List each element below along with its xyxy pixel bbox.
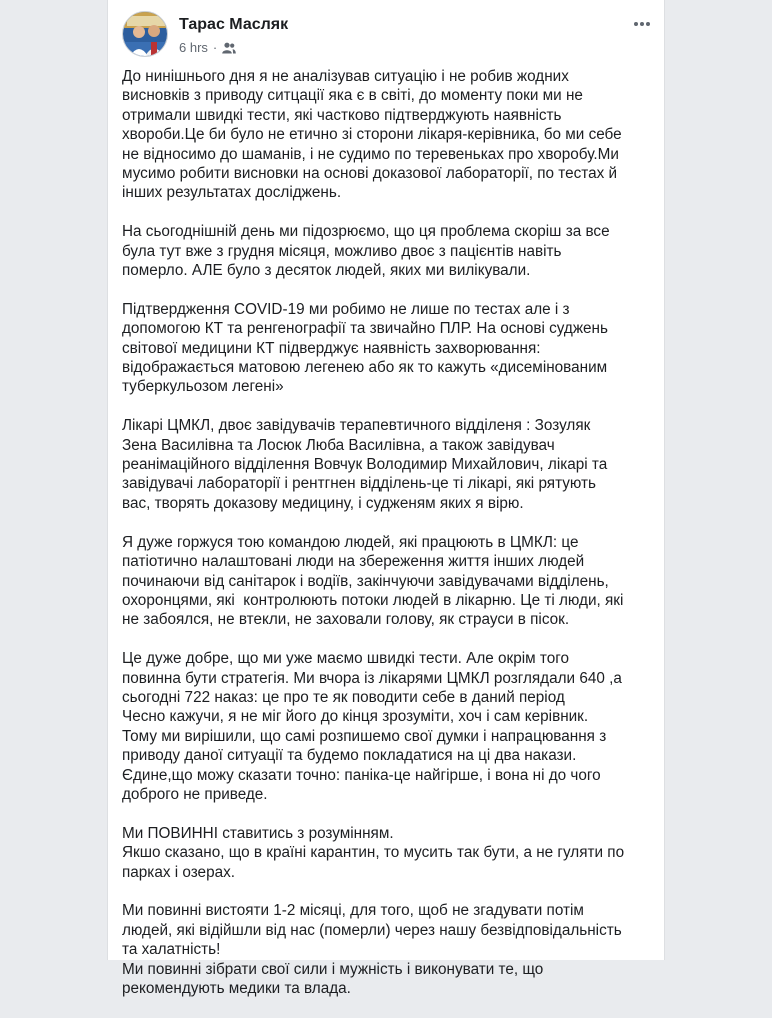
post-text-line: людей, які відійшли від нас (померли) через нашу безвідповідальність: [122, 921, 622, 939]
post-paragraph: [122, 67, 652, 203]
post-text-line: висновків з приводу ситцації яка є в світі, до моменту поки ми не: [122, 87, 583, 105]
post-text-line: доброго не приведе.: [122, 785, 268, 803]
post-card: [107, 0, 665, 997]
post-text-line: хвороби.Це би було не етично зі сторони лікаря-керівника, бо ми себе: [122, 126, 622, 144]
post-text-line: була тут вже з грудня місяця, можливо двоє з пацієнтів навіть: [122, 242, 562, 260]
post-text-line: Тому ми вирішили, що самі розпишемо свої думки і напрацювання з: [122, 727, 607, 745]
post-text-line: інших результатах досліджень.: [122, 184, 342, 202]
post-text-line: Ми ПОВИННІ ставитись з розумінням.: [122, 824, 394, 842]
post-paragraph: [122, 824, 652, 882]
post-text-line: Підтвердження COVID-19 ми робимо не лише по тестах але і з: [122, 300, 570, 318]
post-text-line: парках і озерах.: [122, 863, 235, 881]
post-text-line: Це дуже добре, що ми уже маємо швидкі тести. Але окрім того: [122, 650, 570, 668]
meta-separator: ·: [212, 40, 218, 55]
post-paragraph: [122, 222, 652, 280]
post-text-line: та халатність!: [122, 941, 221, 959]
more-options-button[interactable]: [630, 12, 654, 36]
author-name[interactable]: Тарас Масляк: [179, 16, 289, 33]
post-text-line: Зена Василівна та Лосюк Люба Василівна, а також завідувач: [122, 436, 555, 454]
post-paragraph: [122, 300, 652, 397]
post-text-line: охоронцями, які контролюють потоки людей в лікарню. Це ті люди, які: [122, 591, 624, 609]
post-text-line: померло. АЛЕ було з десяток людей, яких ми вилікували.: [122, 262, 531, 280]
post-text-line: Ми повинні вистояти 1-2 місяці, для того, щоб не згадувати потім: [122, 902, 584, 920]
post-text-line: мусимо робити висновки на основі доказової лабораторії, по тестах й: [122, 165, 618, 183]
more-icon: [633, 21, 651, 27]
post-paragraph: [122, 416, 652, 513]
post-text-line: Чесно кажучи, я не міг його до кінця зрозуміти, хоч і сам керівник.: [122, 708, 589, 726]
post-text-line: Я дуже горжуся тою командою людей, які працюють в ЦМКЛ: це: [122, 533, 579, 551]
post-text-line: туберкульозом легені»: [122, 378, 284, 396]
post-text-line: Єдине,що можу сказати точно: паніка-це найгірше, і вона ні до чого: [122, 766, 601, 784]
post-header: [108, 0, 664, 70]
post-paragraph: [122, 649, 652, 804]
post-text-line: отримали швидкі тести, які частково підтверджують наявність: [122, 106, 562, 124]
post-time[interactable]: 6 hrs: [179, 40, 208, 55]
post-paragraph: [122, 533, 652, 630]
avatar[interactable]: [122, 11, 168, 57]
post-text-line: патіотично налаштовані люди на збереження життя інших людей: [122, 553, 585, 571]
post-text-line: допомогою КТ та ренгенографії та звичайно ПЛР. На основі суджень: [122, 320, 608, 338]
post-text-line: сьогодні 722 наказ: це про те як поводити себе в даний період: [122, 688, 565, 706]
post-text-line: приводу даної ситуації та будемо покладатися на ці два накази.: [122, 747, 577, 765]
post-text-line: не забоялся, не втекли, не заховали голову, як страуси в пісок.: [122, 611, 570, 629]
post-text-line: реанімаційного відділення Вовчук Володимир Михайлович, лікарі та: [122, 456, 608, 474]
post-text-line: рекомендують медики та влада.: [122, 979, 351, 997]
friends-icon[interactable]: [222, 42, 236, 54]
avatar-image: [123, 12, 168, 57]
post-text-line: не відносимо до шаманів, і не судимо по теревеньках про хворобу.Ми: [122, 145, 619, 163]
post-text-line: На сьогоднішній день ми підозрюємо, що ця проблема скоріш за все: [122, 223, 610, 241]
post-text: [122, 67, 652, 1018]
post-text-line: вас, творять доказову медицину, і судженям яких я вірю.: [122, 494, 524, 512]
post-text-line: відображається матовою легенею або як то кажуть «дисемінованим: [122, 359, 608, 377]
post-text-line: світової медицини КТ підверджує наявність захворювання:: [122, 339, 541, 357]
post-text-line: завідувачі лабораторії і рентгнен відділень-це ті лікарі, які рятують: [122, 475, 597, 493]
post-paragraph: [122, 901, 652, 998]
post-text-line: Лікарі ЦМКЛ, двоє завідувачів терапевтичного відділеня : Зозуляк: [122, 417, 591, 435]
post-text-line: повинна бути стратегія. Ми вчора із лікарями ЦМКЛ розглядали 640 ,а: [122, 669, 622, 687]
post-text-line: починаючи від санітарок і водіїв, закінчуючи завідувачами відділень,: [122, 572, 609, 590]
post-meta: [179, 40, 236, 55]
post-text-line: Ми повинні зібрати свої сили і мужність і виконувати те, що: [122, 960, 544, 978]
post-text-line: Якшо сказано, що в країні карантин, то мусить так бути, а не гуляти по: [122, 844, 625, 862]
post-text-line: До нинішнього дня я не аналізував ситуацію і не робив жодних: [122, 68, 569, 85]
